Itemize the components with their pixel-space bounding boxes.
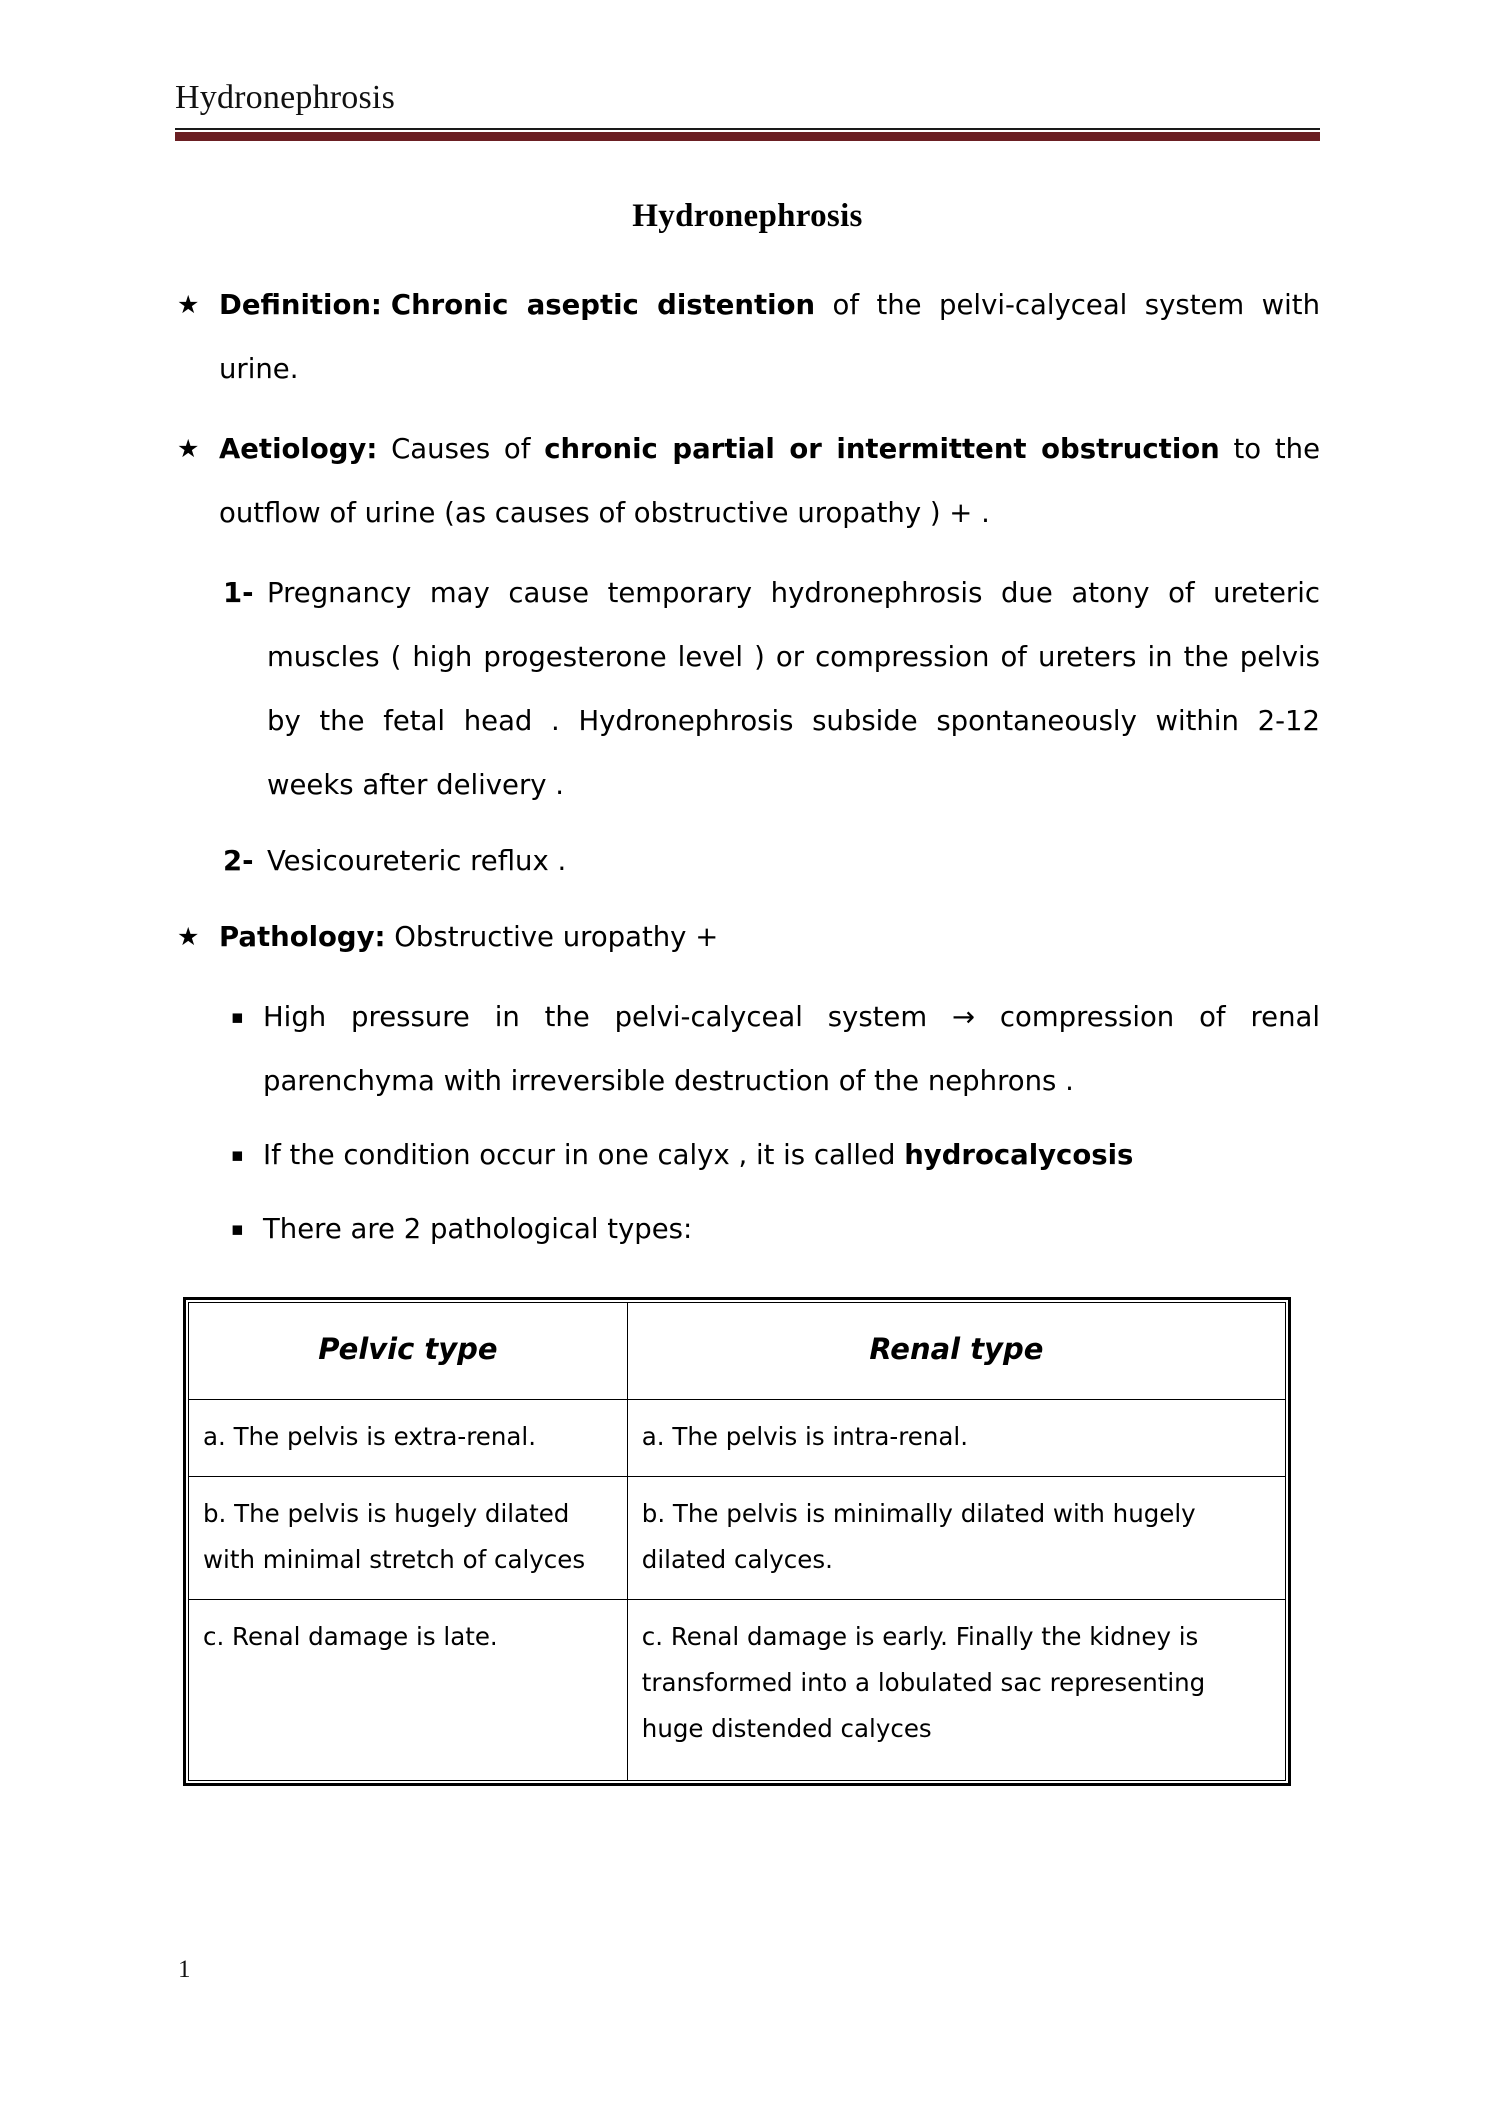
pathology-item-3-text: There are 2 pathological types: xyxy=(263,1213,693,1245)
header-rule-thin xyxy=(175,128,1320,130)
aetiology-label: Aetiology: xyxy=(219,433,378,465)
star-bullet-icon: ★ xyxy=(177,434,200,463)
square-bullet-icon: ▪ xyxy=(231,1218,244,1240)
aetiology-rest: to the outflow of urine (as causes of obstructive uropathy ) + . xyxy=(219,433,1320,529)
table-row xyxy=(189,1600,1286,1781)
pathology-item-3 xyxy=(175,1197,1320,1261)
pathology-item-1-text-after: compression of renal parenchyma with irreversible destruction of the nephrons . xyxy=(263,1001,1320,1097)
document-running-header xyxy=(175,78,1320,141)
header-rule-thick xyxy=(175,132,1320,141)
definition-bold-lead: Chronic aseptic distention xyxy=(390,289,816,321)
aetiology-item-1 xyxy=(175,561,1320,817)
pathology-item-2-text: If the condition occur in one calyx , it is called xyxy=(263,1139,905,1171)
pathological-types-table xyxy=(188,1302,1286,1781)
cell-renal-a: a. The pelvis is intra-renal. xyxy=(627,1400,1285,1477)
cell-pelvic-b: b. The pelvis is hugely dilated with minimal stretch of calyces xyxy=(189,1477,628,1600)
pathology-item-2 xyxy=(175,1123,1320,1187)
list-number: 1- xyxy=(223,577,254,609)
definition-label: Definition: xyxy=(219,289,382,321)
cell-renal-b: b. The pelvis is minimally dilated with hugely dilated calyces. xyxy=(627,1477,1285,1600)
pathology-item-2-bold-term: hydrocalycosis xyxy=(904,1139,1134,1171)
square-bullet-icon: ▪ xyxy=(231,1144,244,1166)
list-item-text: Pregnancy may cause temporary hydronephrosis due atony of ureteric muscles ( high progesterone level ) or compression of ureters in the pelvis by the fetal head . Hydronephrosis subside spontaneously within 2-12 weeks after delivery . xyxy=(267,577,1320,801)
pathology-label: Pathology: xyxy=(219,921,386,953)
arrow-icon: → xyxy=(951,1001,976,1033)
cell-pelvic-c: c. Renal damage is late. xyxy=(189,1600,628,1781)
page-number: 1 xyxy=(178,1956,191,1983)
square-bullet-icon: ▪ xyxy=(231,1006,244,1028)
pathology-item-1-text-before: High pressure in the pelvi-calyceal system xyxy=(263,1001,952,1033)
running-header-title: Hydronephrosis xyxy=(175,79,395,116)
list-item-text: Vesicoureteric reflux . xyxy=(267,845,567,877)
definition-rest: of the pelvi-calyceal system with urine. xyxy=(219,289,1320,385)
star-bullet-icon: ★ xyxy=(177,922,200,951)
aetiology-block xyxy=(175,417,1320,545)
cell-pelvic-a: a. The pelvis is extra-renal. xyxy=(189,1400,628,1477)
pathology-item-1 xyxy=(175,985,1320,1113)
table-header-row xyxy=(189,1303,1286,1400)
document-content xyxy=(175,195,1320,1786)
pathology-rest: Obstructive uropathy + xyxy=(385,921,719,953)
list-number: 2- xyxy=(223,845,254,877)
pathology-block xyxy=(175,905,1320,969)
table-row xyxy=(189,1400,1286,1477)
column-header-pelvic-type: Pelvic type xyxy=(189,1303,628,1400)
page-title: Hydronephrosis xyxy=(632,198,863,234)
table-row xyxy=(189,1477,1286,1600)
aetiology-pre: Causes of xyxy=(377,433,545,465)
aetiology-item-2 xyxy=(175,829,1320,893)
aetiology-bold-mid: chronic partial or intermittent obstruction xyxy=(544,433,1220,465)
cell-renal-c: c. Renal damage is early. Finally the kidney is transformed into a lobulated sac representing huge distended calyces xyxy=(627,1600,1285,1781)
column-header-renal-type: Renal type xyxy=(627,1303,1285,1400)
definition-block xyxy=(175,273,1320,401)
pathological-types-table-wrapper xyxy=(183,1297,1291,1786)
star-bullet-icon: ★ xyxy=(177,290,200,319)
